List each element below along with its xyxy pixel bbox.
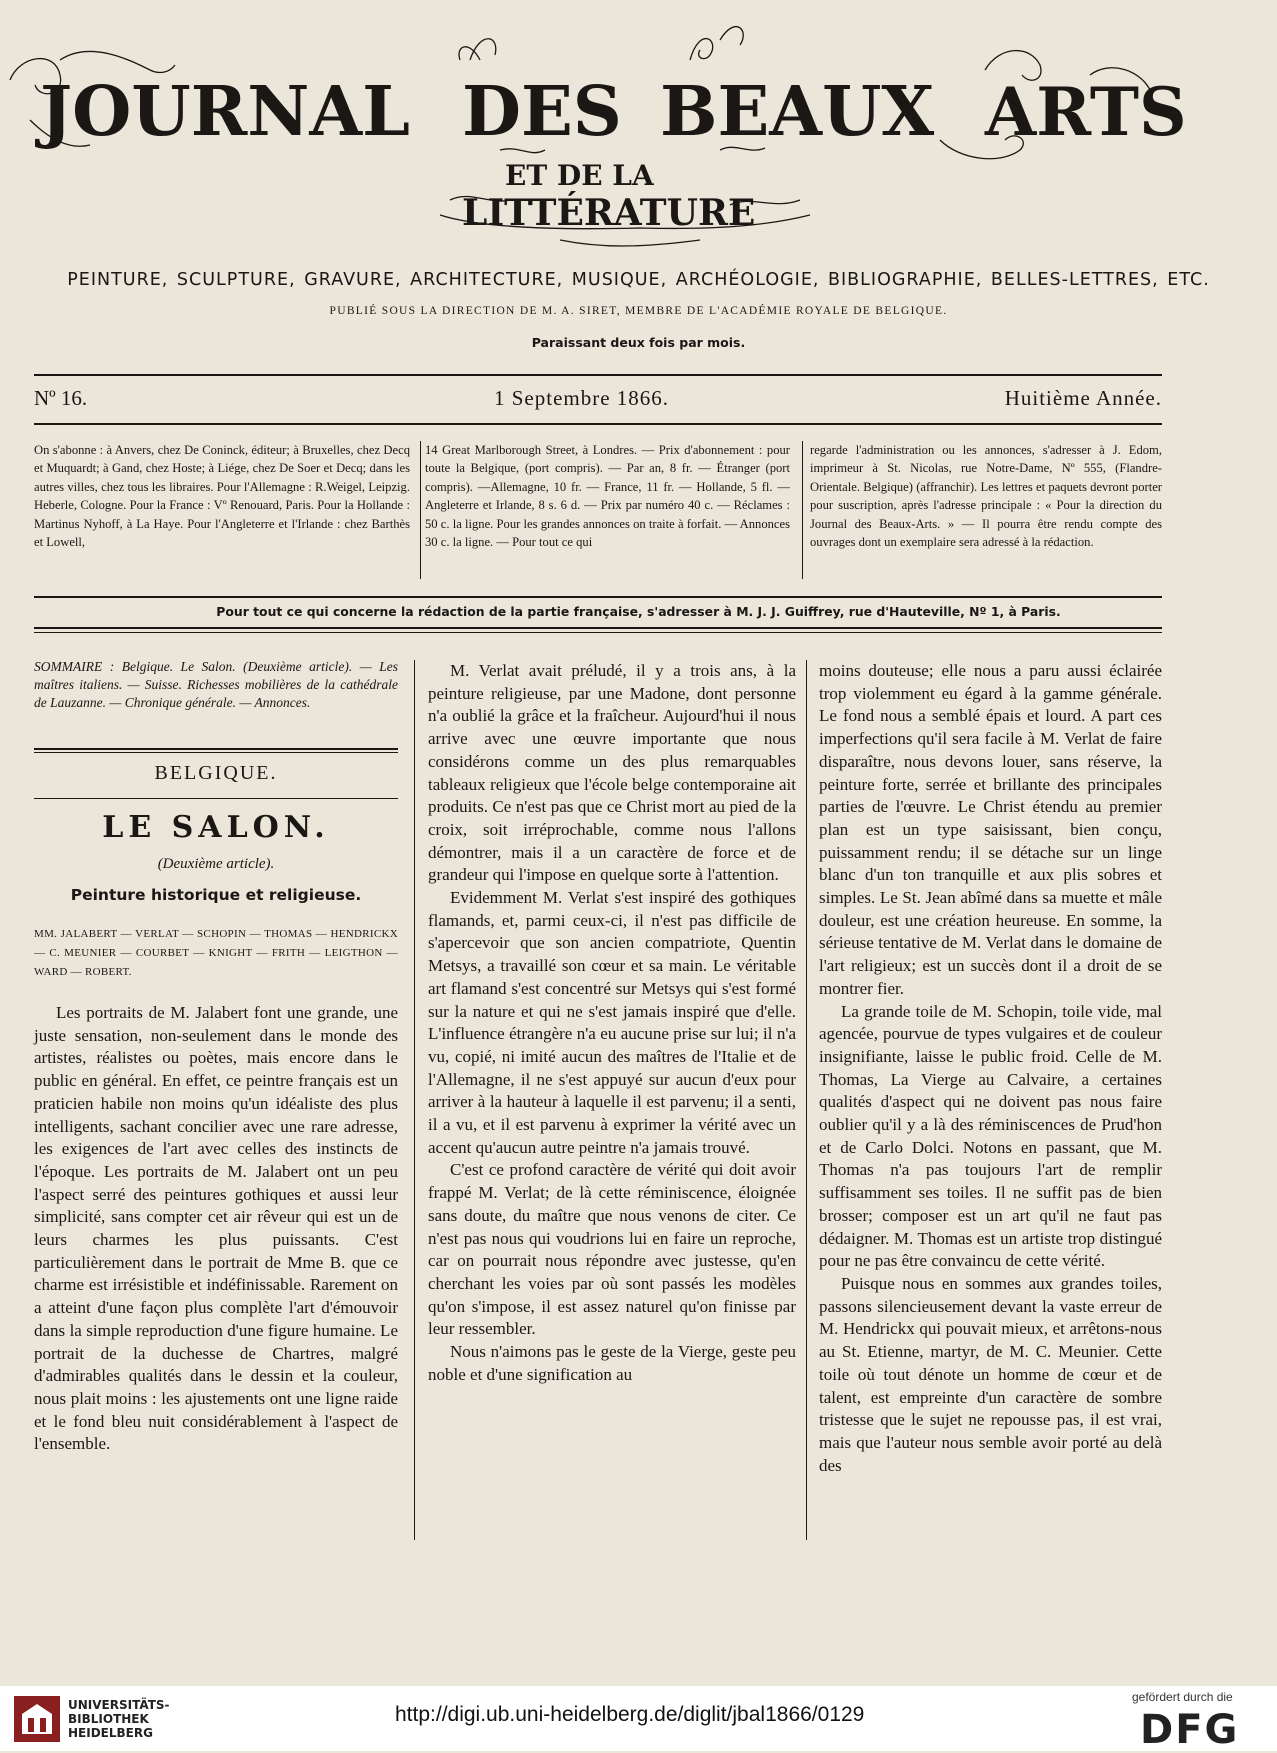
- column-2: [428, 660, 796, 1387]
- university-line: UNIVERSITÄTS-: [68, 1698, 170, 1712]
- section-title: BELGIQUE.: [154, 762, 278, 784]
- abo-divider-1: [420, 441, 421, 579]
- funded-by: gefördert durch die: [1132, 1690, 1233, 1704]
- university-name: [68, 1698, 170, 1740]
- rule-top: [34, 374, 1162, 376]
- col3-paragraph: Puisque nous en sommes aux grandes toiles, passons silencieusement devant la vaste erreur de M. Hendrickx qui pouvait mieux, et arrêtons-nous au St. Etienne, martyr, de M. C. Meunier. Cette toile où tout dénote un homme de cœur et de talent, est empreinte d'un caractère de sombre tristesse que le sujet ne repousse pas, il est vrai, mais que l'auteur nous semble avoir porté au delà des: [819, 1273, 1162, 1475]
- issue-year: Huitième Année.: [1004, 386, 1162, 410]
- article-title: LE SALON.: [102, 810, 330, 845]
- rule-thick-1: [34, 627, 1162, 629]
- artist-list: MM. JALABERT — VERLAT — SCHOPIN — THOMAS — HENDRICKX — C. MEUNIER — COURBET — KNIGHT — FRITH — LEIGTHON — WARD — ROBERT.: [34, 928, 398, 978]
- masthead-arts: ARTS: [985, 73, 1187, 151]
- university-line: HEIDELBERG: [68, 1726, 153, 1740]
- abo-divider-2: [802, 441, 803, 579]
- rule-issue: [34, 423, 1162, 425]
- masthead: [0, 0, 1277, 255]
- col3-paragraph: moins douteuse; elle nous a paru aussi éclairée trop violemment eu égard à la gamme générale. Le fond nous a semblé épais et lourd. A part ces imperfections qu'il sera facile à M. Verlat de faire disparaître, nous devons louer, sans réserve, la peinture forte, serrée et brillante des principales parties de l'œuvre. Le Christ étendu au premier plan est un type saisissant, bien conçu, puissamment rendu; il se détache sur un linge blanc d'un ton tranquille et aux plis sobres et simples. Le St. Jean abîmé dans sa muette et mâle douleur, est une création heureuse. En somme, la sérieuse tentative de M. Verlat dans le domaine de l'art religieux; est un succès dont il a droit de se montrer fier.: [819, 661, 1162, 998]
- subscription-col-2: 14 Great Marlborough Street, à Londres. — Prix d'abonnement : pour toute la Belgique, (port compris). — Par an, 8 fr. — Étranger (port compris). —Allemagne, 10 fr. — France, 11 fr. — Hollande, 5 fl. —Angleterre et Irlande, 8 s. 6 d. — Prix par numéro 40 c. — Réclames : 50 c. la ligne. Pour les grandes annonces on traite à forfait. — Annonces 30 c. la ligne. — Pour tout ce qui: [425, 443, 790, 550]
- subscription-col-3: regarde l'administration ou les annonces, s'adresser à J. Edom, imprimeur à St. Nicolas, rue Notre-Dame, Nº 555, (Flandre-Orientale. Belgique) (affranchir). Les lettres et paquets devront porter pour suscription, après l'adresse principale : « Pour la direction du Journal des Beaux-Arts. » — Il pourra être rendu compte des ouvrages dont un exemplaire sera adressé à la rédaction.: [810, 443, 1162, 550]
- col2-paragraph: Evidemment M. Verlat s'est inspiré des gothiques flamands, et, parmi ceux-ci, il n'est pas difficile de s'apercevoir que son ancien compatriote, Quentin Metsys, a travaillé son cœur et sa main. Le véritable art flamand s'est concentré sur Metsys qui s'est formé sur la nature et qui ne s'est jamais inspiré que d'elle. L'influence étrangère n'a eu aucune prise sur lui; il n'a vu, copié, ni imité aucun des maîtres de l'Italie et de l'Allemagne, il ne s'est appuyé sur aucun d'eux pour arriver à la hauteur à laquelle il est parvenu; il a senti, il a vu, et il est parvenu à exprimer la vérité avec un accent qu'aucun autre peintre n'a jamais trouvé.: [428, 888, 796, 1157]
- dfg-logo: DFG: [1140, 1707, 1240, 1753]
- issue-number: Nº 16.: [34, 386, 88, 410]
- col2-paragraph: Nous n'aimons pas le geste de la Vierge, geste peu noble et d'une signification au: [428, 1342, 796, 1384]
- masthead-des: DES: [462, 72, 622, 152]
- rule-thick-2: [34, 632, 1162, 633]
- sommaire: SOMMAIRE : Belgique. Le Salon. (Deuxième article). — Les maîtres italiens. — Suisse. Richesses mobilières de la cathédrale de Lauzanne. — Chronique générale. — Annonces.: [34, 659, 398, 710]
- article-subtitle: (Deuxième article).: [157, 856, 275, 872]
- column-divider-2: [806, 660, 807, 1540]
- article-heading: Peinture historique et religieuse.: [70, 886, 362, 904]
- rule-sommaire: [34, 748, 398, 750]
- university-seal-icon: [12, 1694, 62, 1744]
- col2-paragraph: C'est ce profond caractère de vérité qui doit avoir frappé M. Verlat; de là cette réminiscence, éloignée sans doute, du maître que nous venons de citer. Ce n'est pas nous qui voudrions lui en faire un reproche, car on pourrait nous répondre avec justesse, qu'en cherchant les voies par où sont passés les modèles qu'on s'impose, il est assez naturel qu'on finisse par leur ressembler.: [428, 1160, 796, 1339]
- masthead-et-de-la: ET DE LA: [505, 159, 654, 192]
- col2-paragraph: M. Verlat avait préludé, il y a trois ans, à la peinture religieuse, par une Madone, dont personne n'a oublié la grâce et la fraîcheur. Aujourd'hui il nous arrive avec une œuvre importante que nous considérons comme un des plus remarquables tableaux religieux que l'école belge contemporaine ait produits. Ce n'est pas que ce Christ mort au pied de la croix, soit irréprochable, comme nous l'allons démontrer, mais il a un caractère de force et de grandeur qui l'impose en quelque sorte à l'attention.: [428, 661, 796, 885]
- frequency-line: Paraissant deux fois par mois.: [531, 335, 746, 350]
- editorial-address: Pour tout ce qui concerne la rédaction de la partie française, s'adresser à M. J. J. Guiffrey, rue d'Hauteville, Nº 1, à Paris.: [216, 604, 1061, 619]
- subscription-col-1: On s'abonne : à Anvers, chez De Coninck, éditeur; à Bruxelles, chez Decq et Muquardt; à Gand, chez Hoste; à Liége, chez De Soer et Decq; dans les autres villes, chez tous les libraires. Pour l'Allemagne : R.Weigel, Leipzig. Heberle, Cologne. Pour la France : Vº Renouard, Paris. Pour la Hollande : Martinus Nyhoff, à La Haye. Pour l'Angleterre et l'Irlande : chez Barthès et Lowell,: [34, 443, 410, 550]
- column-divider-1: [414, 660, 415, 1540]
- subjects-line: PEINTURE, SCULPTURE, GRAVURE, ARCHITECTURE, MUSIQUE, ARCHÉOLOGIE, BIBLIOGRAPHIE, BELLES-LETTRES, ETC.: [67, 270, 1210, 290]
- masthead-litterature: LITTÉRATURE: [462, 192, 756, 234]
- column-1: [34, 1002, 398, 1456]
- issue-bar: [34, 386, 1162, 416]
- col3-paragraph: La grande toile de M. Schopin, toile vide, mal agencée, pourvue de types vulgaires et de couleur insignifiante, laisse le public froid. Celle de M. Thomas, La Vierge au Calvaire, a certaines qualités d'aspect qui ne doivent pas nous faire oublier qu'il y a là des réminiscences de Prud'hon et de Carlo Dolci. Notons en passant, que M. Thomas n'a pas toujours l'art de remplir suffisamment ses toiles. Il ne suffit pas de bien brosser; composer est un art qu'il ne faut pas dédaigner. M. Thomas est un artiste trop distingué pour ne pas être convaincu de cette vérité.: [819, 1001, 1162, 1271]
- masthead-journal: JOURNAL: [40, 72, 410, 152]
- rule-mid: [34, 596, 1162, 598]
- direction-line: PUBLIÉ SOUS LA DIRECTION DE M. A. SIRET, MEMBRE DE L'ACADÉMIE ROYALE DE BELGIQUE.: [329, 305, 948, 317]
- rule-sommaire-2: [34, 752, 398, 753]
- university-line: BIBLIOTHEK: [68, 1712, 149, 1726]
- col1-paragraph: Les portraits de M. Jalabert font une grande, une juste sensation, non-seulement dans le monde des artistes, réalistes ou poètes, mais encore dans le public en général. En effet, ce peintre français est un praticien habile non moins qu'un idéaliste des plus intelligents, sachant concilier avec une rare adresse, les exigences de l'art avec celles des instincts de l'époque. Les portraits de M. Jalabert ont un peu l'aspect serré des peintures gothiques et aussi leur simplicité, sans compter cet air rêveur qui est un de leurs charmes les plus puissants. C'est particulièrement dans le portrait de Mme B. que ce charme est irrésistible et indéfinissable. Rarement on a atteint d'une façon plus complète l'art d'émouvoir dans la simple reproduction d'une figure humaine. Le portrait de la duchesse de Chartres, malgré d'admirables qualités dans le dessin et la couleur, nous plait moins : les ajustements ont une ligne raide et le fond bleu nuit considérablement à l'aspect de l'ensemble.: [34, 1003, 398, 1454]
- masthead-ornament: [0, 0, 1277, 255]
- issue-date: 1 Septembre 1866.: [494, 386, 670, 410]
- masthead-beaux: BEAUX: [660, 72, 935, 152]
- rule-section: [34, 798, 398, 799]
- column-3: [819, 660, 1162, 1477]
- source-url[interactable]: http://digi.ub.uni-heidelberg.de/diglit/jbal1866/0129: [395, 1703, 865, 1726]
